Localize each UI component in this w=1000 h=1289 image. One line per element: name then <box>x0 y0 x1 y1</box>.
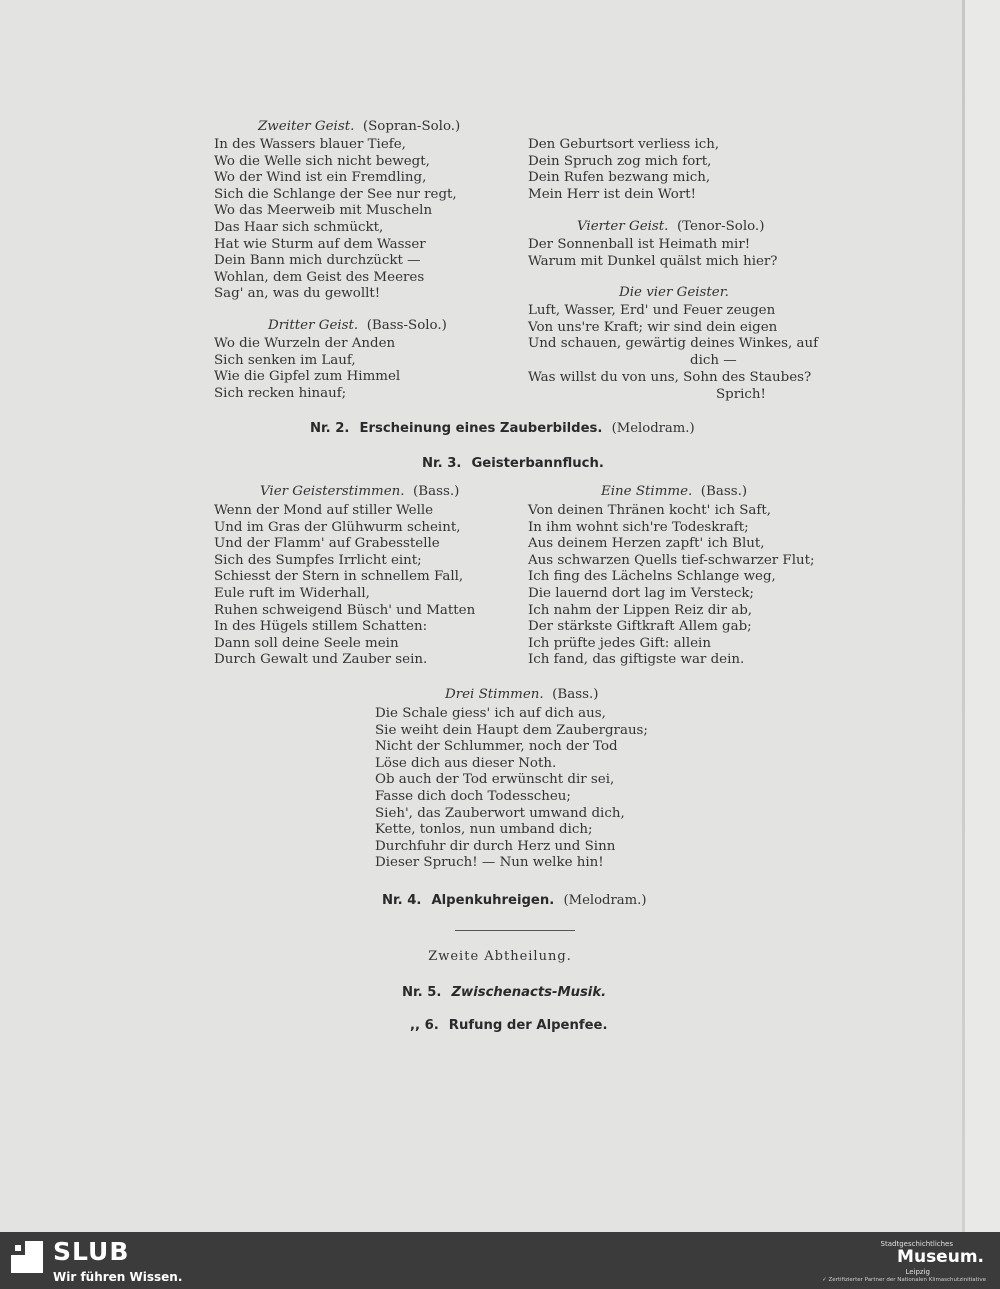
verse-zweiter-geist: In des Wassers blauer Tiefe, Wo die Welle sich nicht bewegt, Wo der Wind ist ein Fremdling, Sich die Schlange der See nur regt, Wo das Meerweib mit Muscheln Das Haar sich schmückt, Hat wie Sturm auf dem Wasser Dein Bann mich durchzückt — Wohlan, dem Geist des Meeres Sag' an, was du gewollt! <box>214 137 457 302</box>
footer-bar <box>0 1232 1000 1289</box>
verse-vier-cont1: dich — <box>690 353 737 368</box>
number-4-heading: Nr. 4. Alpenkuhreigen. (Melodram.) <box>382 893 647 908</box>
heading-dritter-geist: Dritter Geist. (Bass-Solo.) <box>268 318 447 333</box>
next-page-edge <box>965 0 1000 1232</box>
verse-dritter-geist: Wo die Wurzeln der Anden Sich senken im Lauf, Wie die Gipfel zum Himmel Sich recken hinauf; <box>214 336 401 401</box>
number-3-heading: Nr. 3. Geisterbannfluch. <box>422 456 604 471</box>
heading-zweiter-geist: Zweiter Geist. (Sopran-Solo.) <box>258 119 461 134</box>
number-2-heading: Nr. 2. Erscheinung eines Zauberbildes. (Melodram.) <box>310 421 695 436</box>
museum-certification: ✓ Zertifizierter Partner der Nationalen Klimaschutzinitiative <box>822 1277 986 1283</box>
heading-vierter-geist: Vierter Geist. (Tenor-Solo.) <box>577 219 765 234</box>
section-divider <box>455 930 575 931</box>
slub-wordmark: SLUB <box>53 1237 130 1266</box>
verse-eine-stimme: Von deinen Thränen kocht' ich Saft, In ihm wohnt sich're Todeskraft; Aus deinem Herzen zapft' ich Blut, Aus schwarzen Quells tief-schwarzer Flut; Ich fing des Lächelns Schlange weg, Die lauernd dort lag im Versteck; Ich nahm der Lippen Reiz dir ab, Der stärkste Giftkraft Allem gab; Ich prüfte jedes Gift: allein Ich fand, das giftigste war dein. <box>528 503 815 668</box>
museum-wordmark: Museum. <box>897 1247 984 1267</box>
number-6-heading: ,, 6. Rufung der Alpenfee. <box>410 1018 608 1033</box>
verse-vier-cont3: Sprich! <box>716 387 766 402</box>
heading-die-vier-geister: Die vier Geister. <box>619 285 729 300</box>
heading-drei-stimmen: Drei Stimmen. (Bass.) <box>445 687 599 702</box>
verse-vierter-geist: Der Sonnenball ist Heimath mir! Warum mit Dunkel quälst mich hier? <box>528 237 778 269</box>
verse-right-top: Den Geburtsort verliess ich, Dein Spruch zog mich fort, Dein Rufen bezwang mich, Mein Herr ist dein Wort! <box>528 137 720 202</box>
museum-city: Leipzig <box>905 1268 930 1276</box>
number-5-heading: Nr. 5. Zwischenacts-Musik. <box>402 985 607 1000</box>
slub-logo-icon <box>11 1241 43 1273</box>
slub-tagline: Wir führen Wissen. <box>53 1270 183 1284</box>
verse-vier-cont2: Was willst du von uns, Sohn des Staubes? <box>528 370 812 385</box>
museum-line1: Stadtgeschichtliches <box>880 1240 953 1248</box>
heading-vier-geisterstimmen: Vier Geisterstimmen. (Bass.) <box>260 484 460 499</box>
zweite-abtheilung-heading: Zweite Abtheilung. <box>428 949 572 964</box>
heading-eine-stimme: Eine Stimme. (Bass.) <box>601 484 748 499</box>
verse-vier-geisterstimmen: Wenn der Mond auf stiller Welle Und im Gras der Glühwurm scheint, Und der Flamm' auf Grabesstelle Sich des Sumpfes Irrlicht eint; Schiesst der Stern in schnellem Fall, Eule ruft im Widerhall, Ruhen schweigend Büsch' und Matten In des Hügels stillem Schatten: Dann soll deine Seele mein Durch Gewalt und Zauber sein. <box>214 503 476 668</box>
verse-die-vier-geister: Luft, Wasser, Erd' und Feuer zeugen Von uns're Kraft; wir sind dein eigen Und schauen, gewärtig deines Winkes, auf <box>528 303 819 352</box>
verse-drei-stimmen: Die Schale giess' ich auf dich aus, Sie weiht dein Haupt dem Zaubergraus; Nicht der Schlummer, noch der Tod Löse dich aus dieser Noth. Ob auch der Tod erwünscht dir sei, Fasse dich doch Todesscheu; Sieh', das Zauberwort umwand dich, Kette, tonlos, nun umband dich; Durchfuhr dir durch Herz und Sinn Dieser Spruch! — Nun welke hin! <box>375 706 648 871</box>
